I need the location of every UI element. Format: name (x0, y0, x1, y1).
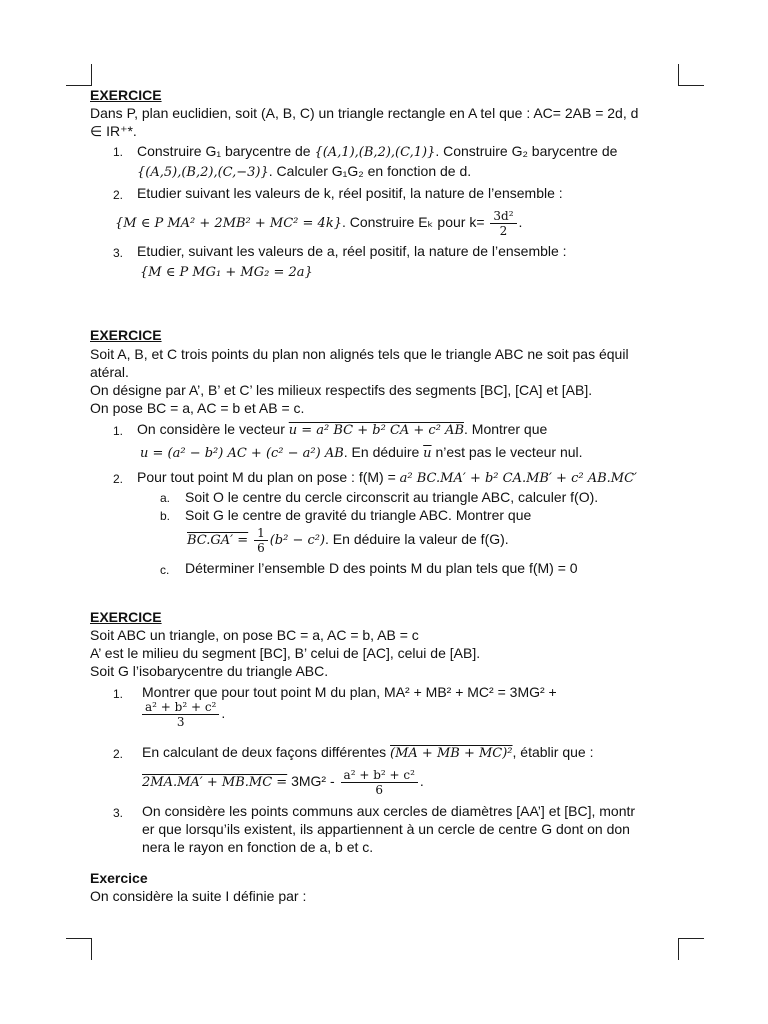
vector-expression: (MA + MB + MC)² (390, 746, 513, 761)
exercise-1-title: EXERCICE (90, 87, 162, 103)
math-expression: {M ∈ P MA² + 2MB² + MC² = 4k} (115, 216, 342, 232)
fraction: $\frac{1}{6}$ (254, 526, 268, 555)
item-text: En calculant de deux façons différentes (142, 744, 387, 760)
exercise-3-item-3-line-2: er que lorsqu’ils existent, ils appartiennent à un cercle de centre G dont on don (142, 821, 630, 837)
crop-mark (66, 85, 92, 86)
crop-mark (678, 938, 679, 960)
item-text: . Calculer G₁G₂ en fonction de d. (268, 163, 472, 179)
exercise-2-title: EXERCICE (90, 327, 162, 343)
exercise-2-intro-line-2: atéral. (90, 364, 129, 380)
vector-expression: BC.GA′ = (187, 533, 249, 549)
crop-mark (91, 64, 92, 86)
exercise-3-intro-line-3: Soit G l’isobarycentre du triangle ABC. (90, 663, 329, 679)
crop-mark (678, 64, 679, 86)
list-number: 1. (113, 424, 124, 438)
exercise-2-item-1 (137, 421, 547, 439)
exercise-1-intro-line-2: ∈ IR⁺*. (90, 123, 137, 139)
exercise-3-item-3-line-1: On considère les points communs aux cercles de diamètres [AA’] et [BC], montr (142, 803, 636, 819)
exercise-1-item-2: Etudier suivant les valeurs de k, réel positif, la nature de l’ensemble : (137, 185, 563, 201)
list-number: 3. (113, 246, 124, 260)
math-expression: {(A,5),(B,2),(C,−3)} (137, 165, 269, 180)
exercise-4-intro-line-1: On considère la suite I définie par : (90, 888, 307, 904)
math-expression: (b² − c²) (269, 533, 326, 549)
exercise-1-item-3-math (140, 263, 313, 281)
exercise-2-intro-line-3: On désigne par A’, B’ et C’ les milieux respectifs des segments [BC], [CA] et [AB]. (90, 382, 593, 398)
list-letter: c. (160, 563, 170, 577)
crop-mark (66, 938, 92, 939)
exercise-2-item-1-cont (140, 444, 583, 462)
fraction: $\frac{\text{a² + b² + c²}}{6}$ (341, 768, 418, 797)
exercise-3-item-2-math: 2MA.MA′ + MB.MC = 3MG² - $\frac{\text{a² + b² + c²}}{6}$ . (142, 768, 424, 797)
fraction: $\frac{\text{a² + b² + c²}}{3}$ (142, 700, 219, 729)
exercise-1-intro-line-1: Dans P, plan euclidien, soit (A, B, C) un triangle rectangle en A tel que : AC= 2AB = 2d, d (90, 105, 639, 121)
item-text: Pour tout point M du plan on pose : f(M) = (137, 469, 396, 485)
vector-u: $\overline{u}$ (423, 446, 432, 461)
math-expression: a² BC.MA′ + b² CA.MB′ + c² AB.MC′ (399, 471, 637, 486)
item-text: 3MG² - (291, 773, 335, 790)
item-text: n’est pas le vecteur nul. (435, 444, 583, 460)
crop-mark (678, 938, 704, 939)
fraction: $\frac{\text{3d²}}{2}$ (490, 209, 516, 238)
item-text: . Construire Eₖ pour k= (341, 214, 485, 231)
item-text: On considère le vecteur (137, 421, 285, 437)
item-text: . Construire G₂ barycentre de (435, 143, 618, 159)
exercise-1-item-3: Etudier, suivant les valeurs de a, réel positif, la nature de l’ensemble : (137, 243, 567, 259)
list-number: 2. (113, 472, 124, 486)
exercise-2-intro-line-4: On pose BC = a, AC = b et AB = c. (90, 400, 305, 416)
exercise-2-item-2 (137, 469, 637, 487)
exercise-3-intro-line-1: Soit ABC un triangle, on pose BC = a, AC = b, AB = c (90, 627, 419, 643)
exercise-3-item-1-frac: $\frac{\text{a² + b² + c²}}{3}$ . (140, 700, 225, 729)
math-expression: {M ∈ P MG₁ + MG₂ = 2a} (140, 265, 313, 280)
exercise-2-item-2a: Soit O le centre du cercle circonscrit au triangle ABC, calculer f(O). (185, 489, 599, 505)
list-number: 2. (113, 188, 124, 202)
exercise-2-item-2b: Soit G le centre de gravité du triangle ABC. Montrer que (185, 507, 532, 523)
list-letter: b. (160, 509, 171, 523)
exercise-3-title: EXERCICE (90, 609, 162, 625)
item-text: , établir que : (512, 744, 594, 760)
crop-mark (678, 85, 704, 86)
exercise-3-item-1: Montrer que pour tout point M du plan, MA² + MB² + MC² = 3MG² + (142, 684, 557, 700)
exercise-2-item-2c: Déterminer l’ensemble D des points M du plan tels que f(M) = 0 (185, 560, 578, 576)
vector-expression: u = a² BC + b² CA + c² AB (288, 423, 464, 438)
exercise-1-item-1 (137, 143, 617, 161)
item-text: . Montrer que (464, 421, 548, 437)
exercise-3-intro-line-2: A’ est le milieu du segment [BC], B’ celui de [AC], celui de [AB]. (90, 645, 481, 661)
exercise-2-intro-line-1: Soit A, B, et C trois points du plan non alignés tels que le triangle ABC ne soit pas équil (90, 346, 629, 362)
crop-mark (91, 938, 92, 960)
exercise-1-item-1-cont (137, 163, 471, 181)
exercise-1-item-2-math: {M ∈ P MA² + 2MB² + MC² = 4k}. Construire Eₖ pour k= $\frac{\text{3d²}}{2}$ . (115, 209, 523, 238)
math-expression: {(A,1),(B,2),(C,1)} (314, 145, 436, 160)
vector-expression: 2MA.MA′ + MB.MC = (142, 775, 288, 791)
vector-expression: u = (a² − b²) AC + (c² − a²) AB (140, 446, 344, 461)
item-text: . En déduire la valeur de f(G). (325, 531, 509, 548)
list-number: 1. (113, 687, 124, 701)
exercise-3-item-2 (142, 744, 593, 762)
item-text: . En déduire (343, 444, 420, 460)
exercise-4-title: Exercice (90, 870, 148, 886)
item-text: Construire G₁ barycentre de (137, 143, 311, 159)
list-number: 2. (113, 747, 124, 761)
list-letter: a. (160, 491, 171, 505)
list-number: 3. (113, 806, 124, 820)
exercise-3-item-3-line-3: nera le rayon en fonction de a, b et c. (142, 839, 374, 855)
list-number: 1. (113, 145, 124, 159)
exercise-2-item-2b-math (187, 526, 509, 555)
